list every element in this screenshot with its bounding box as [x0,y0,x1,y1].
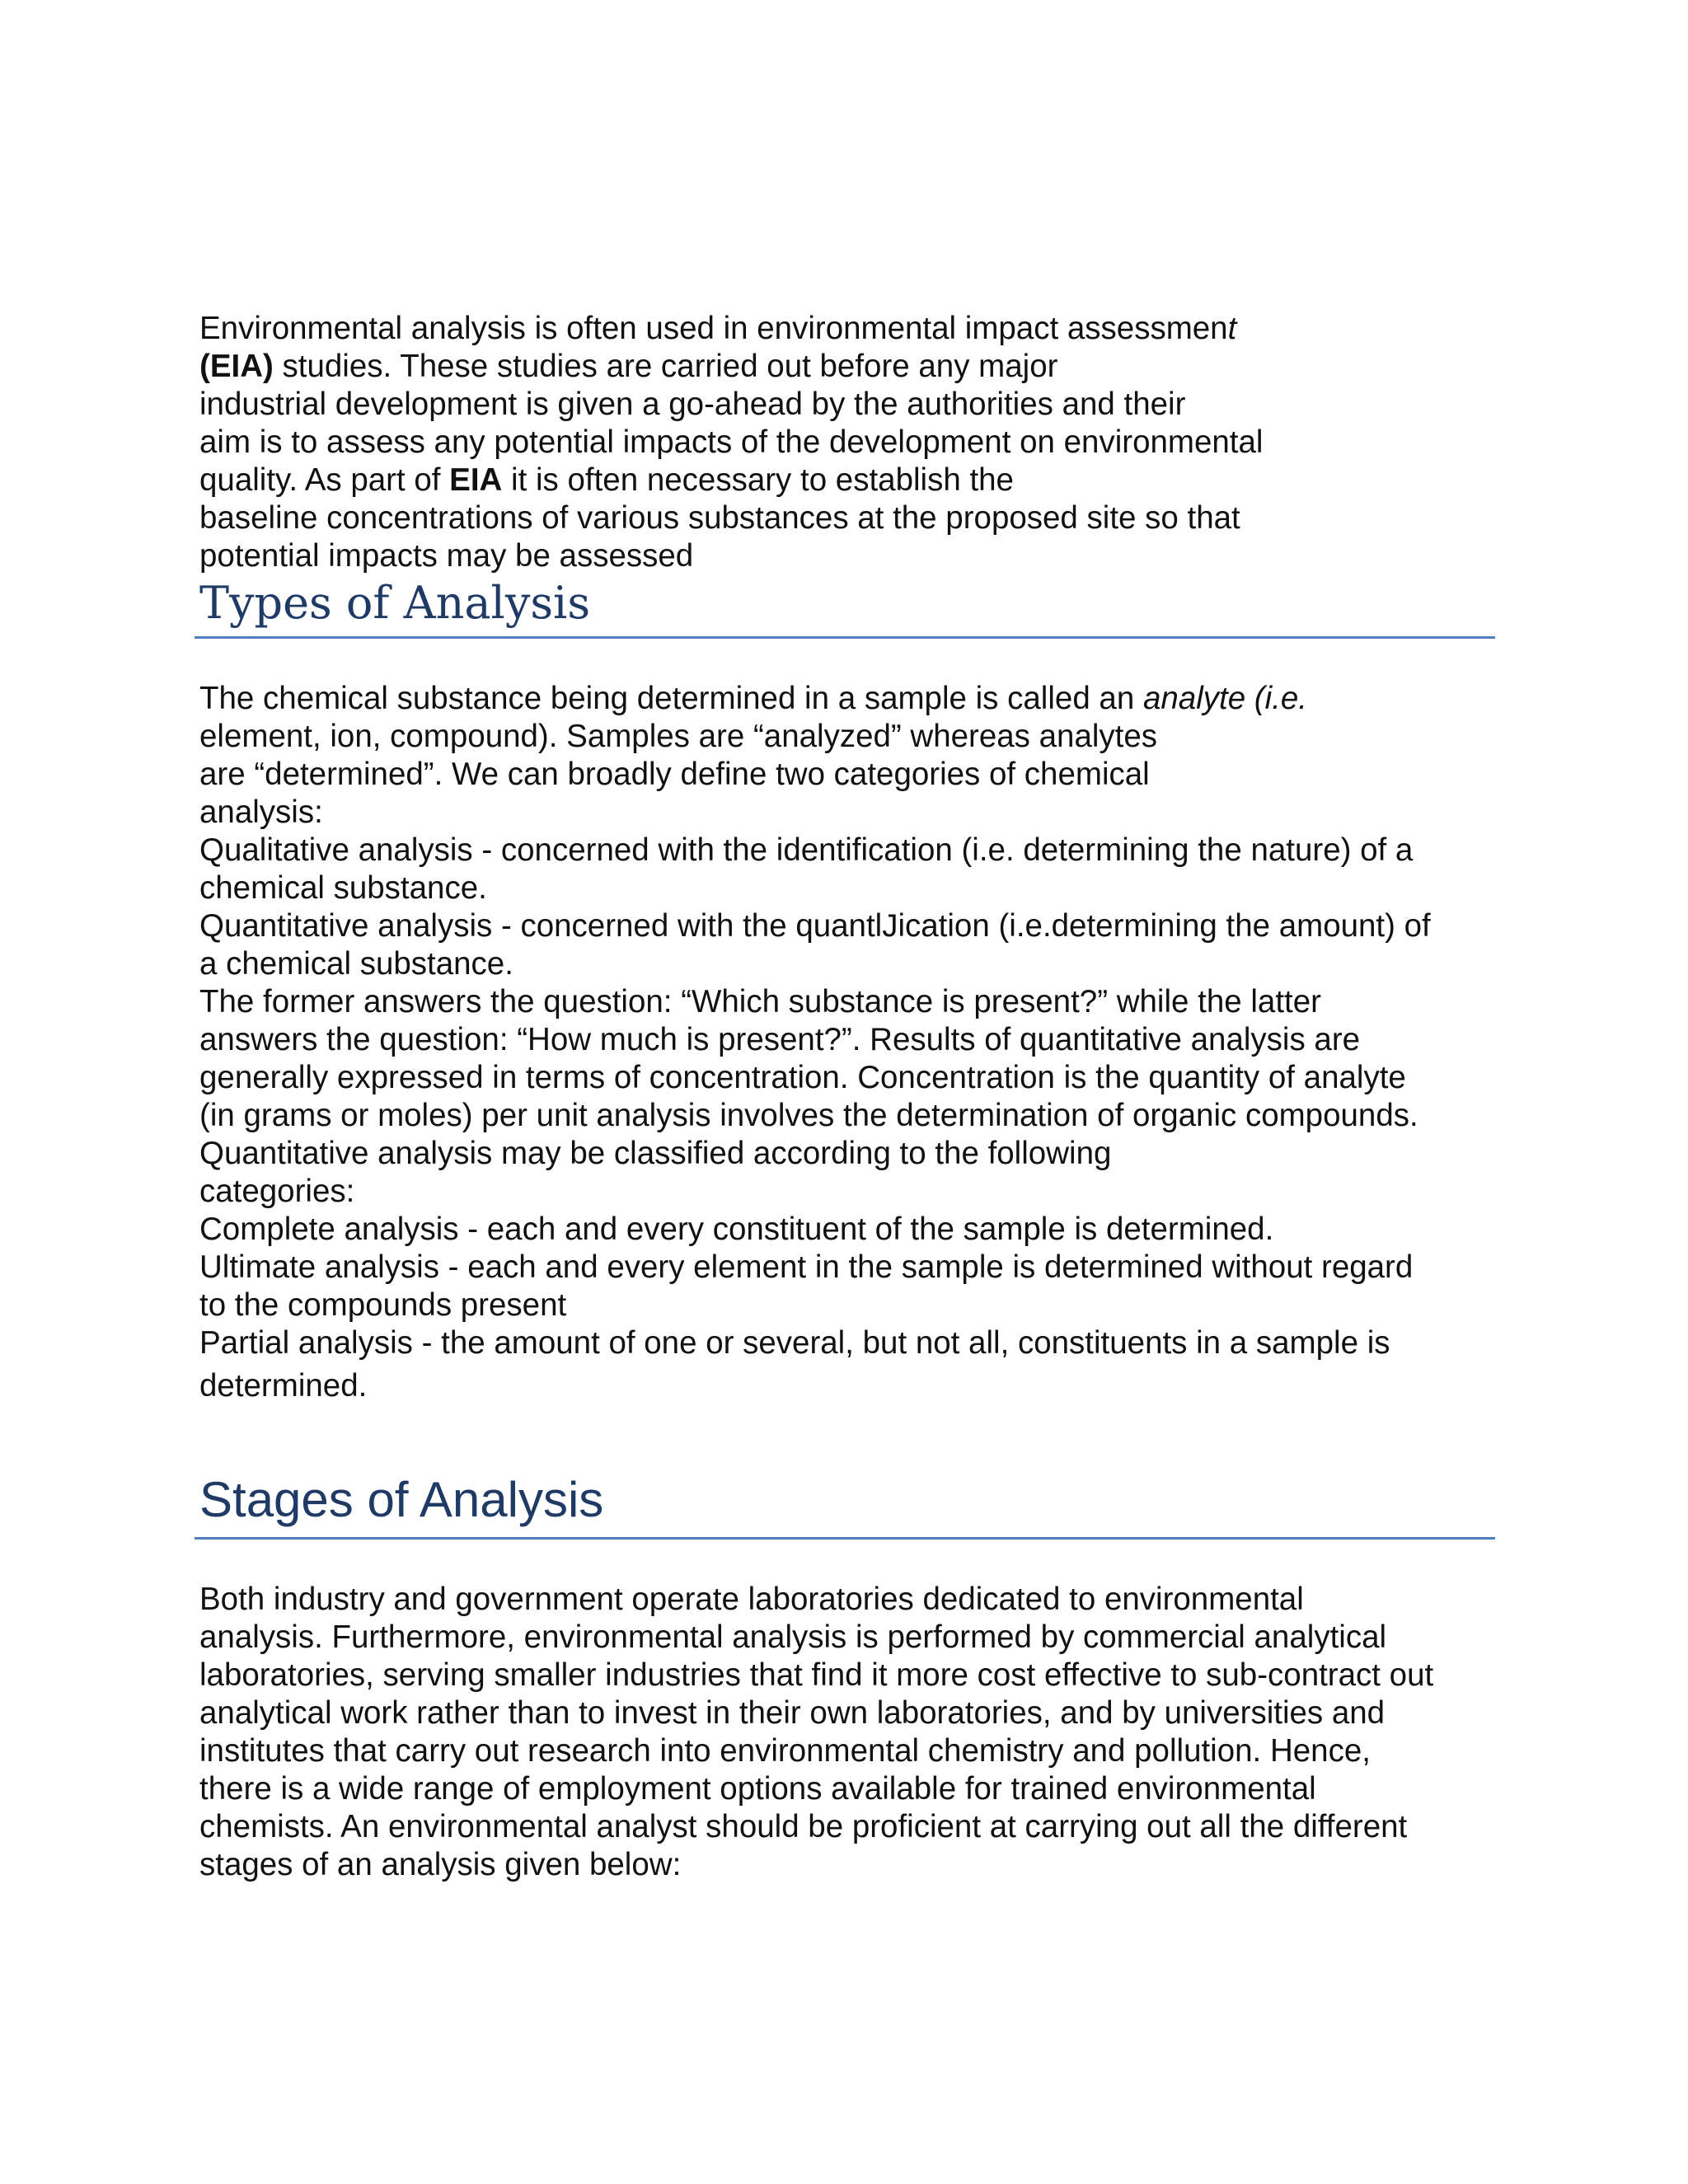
text-run: studies. These studies are carried out before any major [273,349,1058,384]
text-line [199,348,1493,386]
types-of-analysis-heading: Types of Analysis [195,577,1495,639]
text-line: Partial analysis - the amount of one or several, but not all, constituents in a sample is [199,1325,1390,1361]
text-line [199,680,1493,718]
text-line: to the compounds present [199,1287,567,1323]
text-line: industrial development is given a go-ahead by the authorities and their [199,387,1186,422]
text-line: Both industry and government operate laboratories dedicated to environmental [199,1582,1304,1617]
text-line: Complete analysis - each and every constituent of the sample is determined. [199,1212,1274,1247]
text-line: baseline concentrations of various substances at the proposed site so that [199,500,1240,536]
text-line: Quantitative analysis - concerned with the quantlJication (i.e.determining the amount) of [199,908,1431,944]
text-line: generally expressed in terms of concentration. Concentration is the quantity of analyte [199,1060,1406,1095]
text-line: Ultimate analysis - each and every element in the sample is determined without regard [199,1249,1414,1285]
text-line: analytical work rather than to invest in their own laboratories, and by universities and [199,1695,1386,1731]
text-line: chemical substance. [199,870,487,906]
stages-of-analysis-heading: Stages of Analysis [195,1471,1495,1540]
text-line: Quantitative analysis may be classified according to the following [199,1136,1112,1171]
text-line: Qualitative analysis - concerned with the identification (i.e. determining the nature) of a [199,832,1414,868]
text-run: The chemical substance being determined in a sample is called an [199,681,1143,716]
text-line: element, ion, compound). Samples are “analyzed” whereas analytes [199,719,1158,754]
italic-text: t [1227,311,1237,346]
text-line: laboratories, serving smaller industries that find it more cost effective to sub-contract out [199,1657,1434,1693]
text-line: there is a wide range of employment options available for trained environmental [199,1771,1316,1807]
text-line: chemists. An environmental analyst should be proficient at carrying out all the different [199,1809,1408,1844]
bold-text: (EIA) [199,349,274,384]
text-run: quality. As part of [199,462,450,498]
text-line: stages of an analysis given below: [199,1847,682,1882]
text-line: institutes that carry out research into environmental chemistry and pollution. Hence, [199,1733,1371,1769]
types-paragraph [199,680,1493,1405]
text-line: determined. [199,1368,368,1404]
text-line: aim is to assess any potential impacts of the development on environmental [199,424,1264,460]
text-line [199,462,1493,499]
text-run: Environmental analysis is often used in environmental impact assessmen [199,311,1228,346]
italic-text: analyte (i.e. [1142,681,1307,716]
text-line: potential impacts may be assessed [199,538,694,574]
text-line: The former answers the question: “Which substance is present?” while the latter [199,984,1321,1019]
text-line: (in grams or moles) per unit analysis involves the determination of organic compounds. [199,1098,1418,1133]
text-line: are “determined”. We can broadly define two categories of chemical [199,757,1150,792]
text-line [199,310,1493,348]
text-run: it is often necessary to establish the [502,462,1014,498]
bold-text: EIA [449,462,503,498]
text-line: analysis: [199,794,323,830]
stages-paragraph [199,1581,1493,1884]
text-line: analysis. Furthermore, environmental analysis is performed by commercial analytical [199,1619,1387,1655]
text-line: answers the question: “How much is present?”. Results of quantitative analysis are [199,1022,1361,1057]
text-line: categories: [199,1174,355,1209]
text-line: a chemical substance. [199,946,513,982]
intro-paragraph [199,310,1493,575]
document-content [199,310,1493,1884]
